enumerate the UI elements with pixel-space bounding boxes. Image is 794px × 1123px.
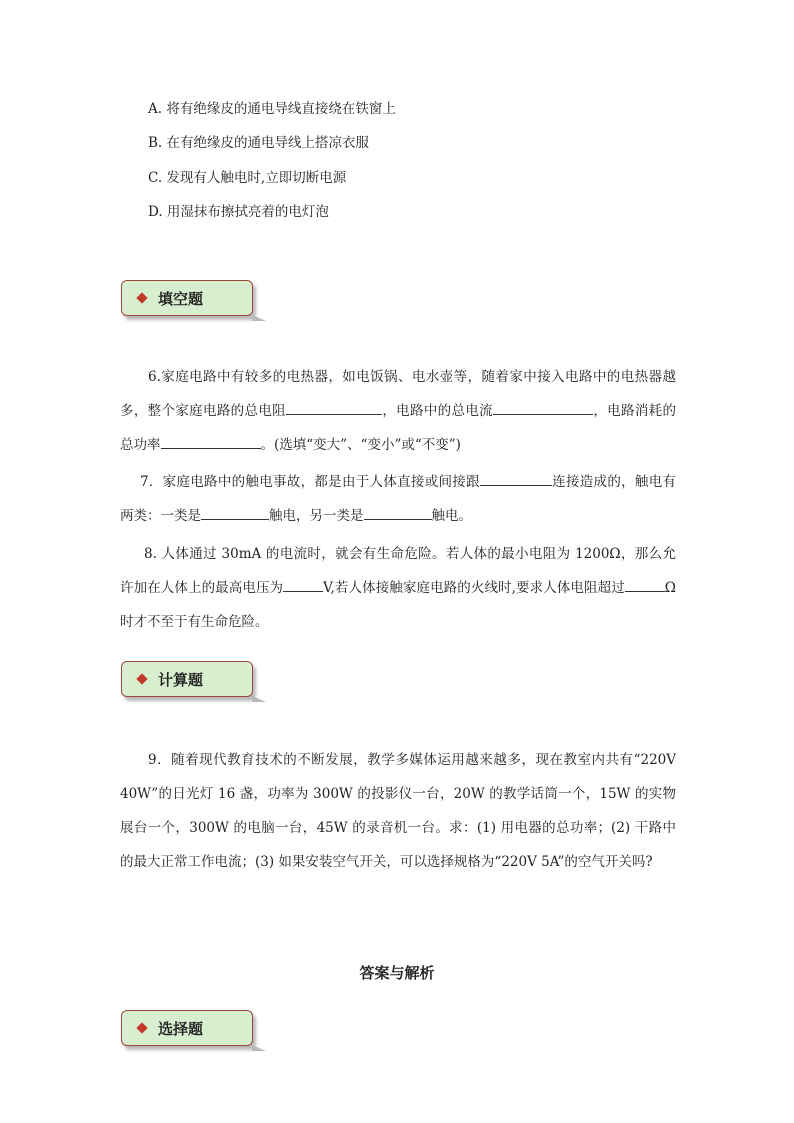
section-label-fill: 填空题 [158, 289, 204, 308]
option-d: D. 用湿抹布擦拭亮着的电灯泡 [148, 204, 329, 220]
q6-blank-1 [286, 401, 382, 415]
q6-text-c: ，电路消耗的总功率 [120, 403, 676, 453]
q6-text-a: 6.家庭电路中有较多的电热器，如电饭锅、电水壶等，随着家中接入电路中的电热器越多，整个家庭电路的总电阻 [120, 369, 676, 419]
option-c: C. 发现有人触电时,立即切断电源 [148, 170, 347, 186]
option-b: B. 在有绝缘皮的通电导线上搭凉衣服 [148, 135, 370, 151]
question-8 [120, 537, 676, 639]
badge-tail [252, 315, 266, 321]
q7-blank-2 [201, 506, 269, 520]
badge-tail [252, 696, 266, 702]
q8-blank-1 [283, 578, 323, 592]
section-badge-calc [121, 661, 253, 697]
q8-blank-2 [625, 578, 665, 592]
q6-blank-2 [493, 401, 593, 415]
diamond-icon [136, 673, 147, 684]
q8-text-a: 8. 人体通过 30mA 的电流时，就会有生命危险。若人体的最小电阻为 1200Ω，那么允许加在人体上的最高电压为 [120, 546, 676, 596]
q7-text-d: 触电。 [431, 508, 472, 524]
badge-tail [252, 1045, 266, 1051]
q7-blank-1 [480, 472, 552, 486]
q9-text: 9．随着现代教育技术的不断发展，教学多媒体运用越来越多，现在教室内共有“220V 40W”的日光灯 16 盏，功率为 300W 的投影仪一台，20W 的教学话筒一个，15W 的实物展台一个，300W 的电脑一台，45W 的录音机一台。求：(1) 用电器的总功率；(2) 干路中的最大正常工作电流；(3) 如果安装空气开关，可以选择规格为“220V 5A”的空气开关吗? [120, 752, 676, 870]
q7-blank-3 [364, 506, 432, 520]
diamond-icon [136, 1022, 147, 1033]
diamond-icon [136, 292, 147, 303]
q7-text-c: 触电，另一类是 [269, 508, 364, 524]
section-label-choice: 选择题 [158, 1019, 204, 1038]
section-badge-fill [121, 280, 253, 316]
q7-text-a: 7．家庭电路中的触电事故，都是由于人体直接或间接跟 [140, 474, 480, 490]
q6-text-b: ，电路中的总电流 [382, 403, 493, 419]
question-6 [120, 360, 676, 462]
answer-title: 答案与解析 [359, 964, 435, 982]
q6-blank-3 [161, 435, 261, 449]
section-label-calc: 计算题 [158, 670, 204, 689]
section-badge-choice [121, 1010, 253, 1046]
q6-text-d: 。(选填“变大”、“变小”或“不变”) [260, 437, 461, 453]
q8-text-c: Ω时才不至于有生命危险。 [120, 580, 676, 630]
q8-text-b: V,若人体接触家庭电路的火线时,要求人体电阻超过 [323, 580, 625, 596]
option-a: A. 将有绝缘皮的通电导线直接绕在铁窗上 [148, 101, 396, 117]
question-7 [120, 465, 676, 533]
q7-text-b: 连接造成的，触电有两类：一类是 [120, 474, 676, 524]
question-9 [120, 743, 676, 879]
